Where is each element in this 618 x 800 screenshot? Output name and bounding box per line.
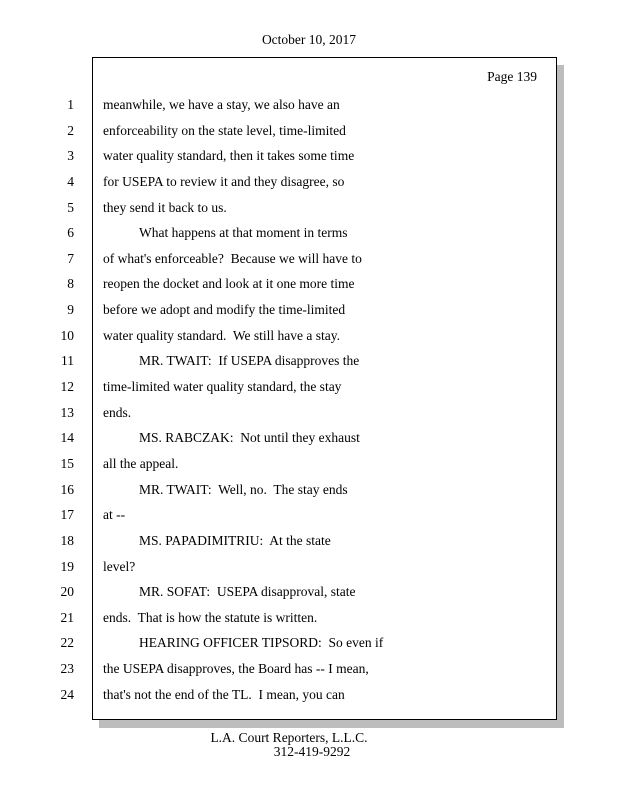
line-text: for USEPA to review it and they disagree, so	[103, 173, 345, 189]
line-text: water quality standard. We still have a stay.	[103, 327, 340, 343]
line-number: 17	[60, 507, 74, 523]
line-number: 19	[60, 558, 74, 574]
footer-company-name: L.A. Court Reporters, L.L.C.	[210, 730, 368, 745]
line-text: all the appeal.	[103, 455, 179, 471]
transcript-line	[0, 425, 618, 451]
line-number: 23	[60, 661, 74, 677]
line-number: 16	[60, 481, 74, 497]
line-number: 22	[60, 635, 74, 651]
line-number: 20	[60, 584, 74, 600]
transcript-line	[0, 169, 618, 195]
line-number: 4	[67, 173, 74, 189]
transcript-line	[0, 477, 618, 503]
line-text: time-limited water quality standard, the stay	[103, 379, 342, 395]
line-text: HEARING OFFICER TIPSORD: So even if	[139, 635, 384, 651]
transcript-line	[0, 554, 618, 580]
line-number: 8	[67, 276, 74, 292]
page-number-label: Page 139	[487, 69, 537, 84]
line-number: 24	[60, 686, 74, 702]
line-text: MR. TWAIT: If USEPA disapproves the	[139, 353, 360, 369]
transcript-line	[0, 195, 618, 221]
line-number: 21	[60, 609, 74, 625]
line-text: MS. PAPADIMITRIU: At the state	[139, 532, 331, 548]
transcript-line	[0, 605, 618, 631]
line-text: MR. SOFAT: USEPA disapproval, state	[139, 584, 356, 600]
transcript-line	[0, 118, 618, 144]
line-text: level?	[103, 558, 136, 574]
transcript-line	[0, 92, 618, 118]
transcript-line	[0, 271, 618, 297]
header-date: October 10, 2017	[261, 32, 357, 47]
line-text: ends.	[103, 404, 132, 420]
line-text: before we adopt and modify the time-limited	[103, 302, 346, 318]
line-number: 2	[67, 122, 74, 138]
transcript-line	[0, 656, 618, 682]
line-number: 10	[60, 327, 74, 343]
line-text: MS. RABCZAK: Not until they exhaust	[139, 430, 360, 446]
line-text: that's not the end of the TL. I mean, you can	[103, 686, 345, 702]
line-text: water quality standard, then it takes some time	[103, 148, 355, 164]
line-number: 6	[67, 225, 74, 241]
transcript-line	[0, 400, 618, 426]
line-text: enforceability on the state level, time-limited	[103, 122, 346, 138]
line-number: 9	[67, 302, 74, 318]
transcript-line	[0, 451, 618, 477]
transcript-line	[0, 246, 618, 272]
line-number: 11	[61, 353, 74, 369]
line-text: meanwhile, we have a stay, we also have an	[103, 97, 340, 112]
transcript-line	[0, 502, 618, 528]
transcript-line	[0, 630, 618, 656]
line-text: MR. TWAIT: Well, no. The stay ends	[139, 481, 348, 497]
transcript-lines	[0, 92, 618, 707]
line-text: they send it back to us.	[103, 199, 227, 215]
transcript-line	[0, 297, 618, 323]
line-number: 7	[67, 250, 74, 266]
line-text: reopen the docket and look at it one more time	[103, 276, 355, 292]
line-number: 13	[60, 404, 74, 420]
line-text: of what's enforceable? Because we will have to	[103, 250, 362, 266]
line-text: the USEPA disapproves, the Board has -- I mean,	[103, 661, 369, 677]
line-number: 15	[60, 455, 74, 471]
line-text: ends. That is how the statute is written.	[103, 609, 318, 625]
footer-phone-number: 312-419-9292	[273, 744, 351, 759]
line-text: What happens at that moment in terms	[139, 225, 348, 241]
line-number: 5	[67, 199, 74, 215]
line-text: at --	[103, 507, 126, 523]
transcript-line	[0, 579, 618, 605]
line-number: 18	[60, 532, 74, 548]
transcript-line	[0, 143, 618, 169]
transcript-line	[0, 374, 618, 400]
transcript-line	[0, 528, 618, 554]
transcript-line	[0, 220, 618, 246]
line-number: 1	[67, 97, 74, 112]
footer	[0, 731, 618, 758]
transcript-line	[0, 323, 618, 349]
line-number: 14	[60, 430, 74, 446]
transcript-line	[0, 348, 618, 374]
transcript-line	[0, 682, 618, 708]
line-number: 3	[67, 148, 74, 164]
line-number: 12	[60, 379, 74, 395]
